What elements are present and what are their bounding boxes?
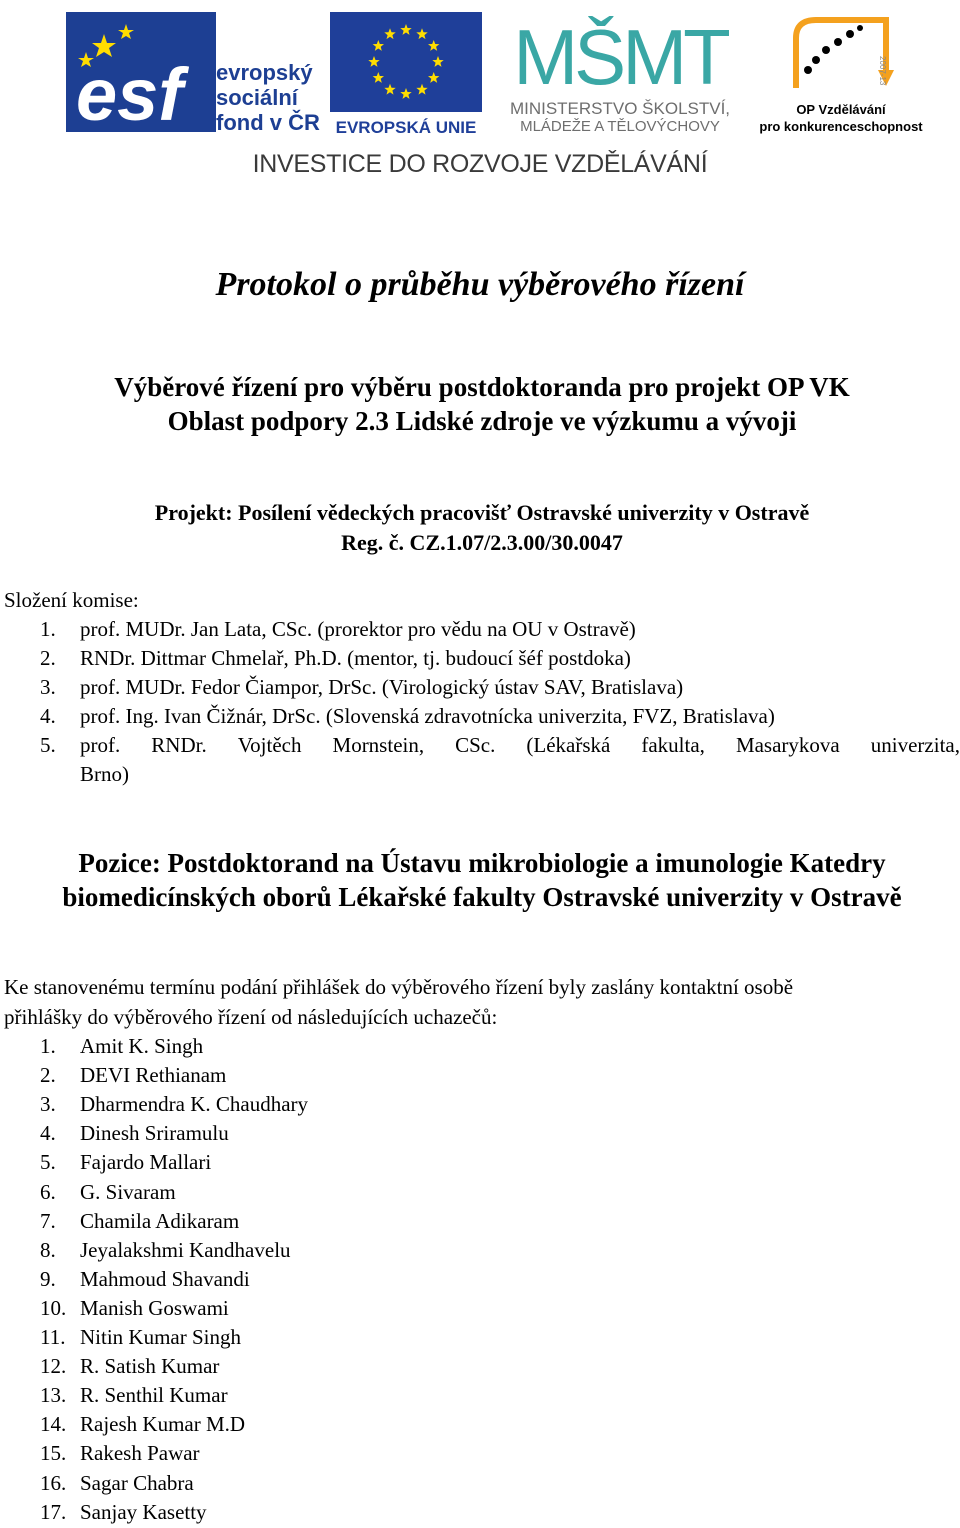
applicant-name: Rakesh Pawar [80,1441,200,1466]
eu-label: EVROPSKÁ UNIE [335,118,477,136]
member-text: prof. MUDr. Jan Lata, CSc. (prorektor pro vědu na OU v Ostravě) [80,617,636,641]
investment-banner: INVESTICE DO ROZVOJE VZDĚLÁVÁNÍ [252,150,708,178]
word: (Lékařská [526,733,611,757]
subtitle-line1: Výběrové řízení pro výběru postdoktoranda pro projekt OP VK [114,372,850,402]
applicant-name: Dharmendra K. Chaudhary [80,1092,309,1117]
word: univerzita, [870,733,960,757]
applicant-name: Chamila Adikaram [80,1208,240,1233]
applicant-name: G. Sivaram [80,1179,176,1204]
word: prof. [80,733,121,757]
opvk-line2: pro konkurenceschopnost [759,119,923,134]
list-number: 5. [40,733,56,757]
list-number: 14. [40,1412,67,1437]
intro-line1: Ke stanovenému termínu podání přihlášek do výběrového řízení byly zaslány kontaktní osobě [4,975,794,999]
msmt-logo [492,12,748,134]
list-number: 10. [40,1295,67,1320]
applicant-name: R. Senthil Kumar [80,1383,228,1408]
list-number: 13. [40,1383,67,1408]
list-number: 9. [40,1266,56,1291]
applicant-name: Sagar Chabra [80,1470,194,1495]
applicant-name: Nitin Kumar Singh [80,1325,241,1349]
applicant-name: Mahmoud Shavandi [80,1266,250,1291]
opvk-line1: OP Vzdělávání [796,102,886,117]
subtitle-line2: Oblast podpory 2.3 Lidské zdroje ve výzkumu a vývoji [167,406,797,436]
esf-mark: esf [76,53,183,134]
msmt-line2: MLÁDEŽE A TĚLOVÝCHOVY [520,118,720,134]
member-text: prof. MUDr. Fedor Čiampor, DrSc. (Virologický ústav SAV, Bratislava) [80,675,684,699]
word: CSc. [455,733,496,757]
word: Vojtěch [237,733,302,757]
list-number: 5. [40,1150,56,1175]
position-line2: biomedicínských oborů Lékařské fakulty Ostravské univerzity v Ostravě [62,882,902,912]
list-number: 16. [40,1470,67,1495]
word: Masarykova [735,733,840,757]
word: Mornstein, [332,733,425,757]
list-number: 2. [40,1063,56,1088]
list-number: 12. [40,1354,67,1379]
esf-logo [66,12,321,134]
member-text [80,733,960,758]
opvk-badge: 2007-13 [878,56,887,86]
applicant-name: DEVI Rethianam [80,1063,227,1088]
applicant-name: Rajesh Kumar M.D [80,1412,246,1437]
applicant-name: Dinesh Sriramulu [80,1121,229,1146]
applicant-name: Jeyalakshmi Kandhavelu [80,1237,291,1262]
list-number: 17. [40,1499,67,1524]
intro-line2: přihlášky do výběrového řízení od následujících uchazečů: [4,1005,498,1029]
word: fakulta, [641,733,705,757]
list-number: 11. [40,1325,66,1349]
list-number: 4. [40,1121,56,1146]
list-number: 4. [40,704,56,728]
list-number: 6. [40,1179,56,1204]
word: RNDr. [151,733,207,757]
committee-label: Složení komise: [4,588,139,612]
opvk-logo [756,8,926,136]
list-number: 2. [40,646,56,670]
esf-line3: fond v ČR [216,110,320,134]
esf-line1: evropský [216,60,313,85]
applicant-name: Manish Goswami [80,1295,229,1320]
page-title: Protokol o průběhu výběrového řízení [215,266,745,303]
msmt-line1: MINISTERSTVO ŠKOLSTVÍ, [509,99,731,118]
list-number: 1. [40,617,56,641]
member-text: prof. Ing. Ivan Čižnár, DrSc. (Slovenská zdravotnícka univerzita, FVZ, Bratislava) [80,704,775,728]
list-number: 1. [40,1034,56,1058]
eu-logo [330,12,482,136]
list-number: 8. [40,1237,56,1262]
applicant-name: Amit K. Singh [80,1034,204,1058]
project-line2: Reg. č. CZ.1.07/2.3.00/30.0047 [341,530,623,555]
member-text-continued: Brno) [80,762,129,786]
esf-line2: sociální [216,85,298,110]
list-number: 3. [40,675,56,699]
member-text: RNDr. Dittmar Chmelař, Ph.D. (mentor, tj. budoucí šéf postdoka) [80,646,631,670]
applicant-name: Fajardo Mallari [80,1150,212,1175]
msmt-mark: MŠMT [513,13,727,101]
position-line1: Pozice: Postdoktorand na Ústavu mikrobiologie a imunologie Katedry [78,848,886,878]
list-number: 15. [40,1441,67,1466]
applicant-name: R. Satish Kumar [80,1354,220,1379]
list-number: 7. [40,1208,56,1233]
applicant-name: Sanjay Kasetty [80,1499,207,1524]
project-line1: Projekt: Posílení vědeckých pracovišť Ostravské univerzity v Ostravě [154,500,810,525]
list-number: 3. [40,1092,56,1117]
